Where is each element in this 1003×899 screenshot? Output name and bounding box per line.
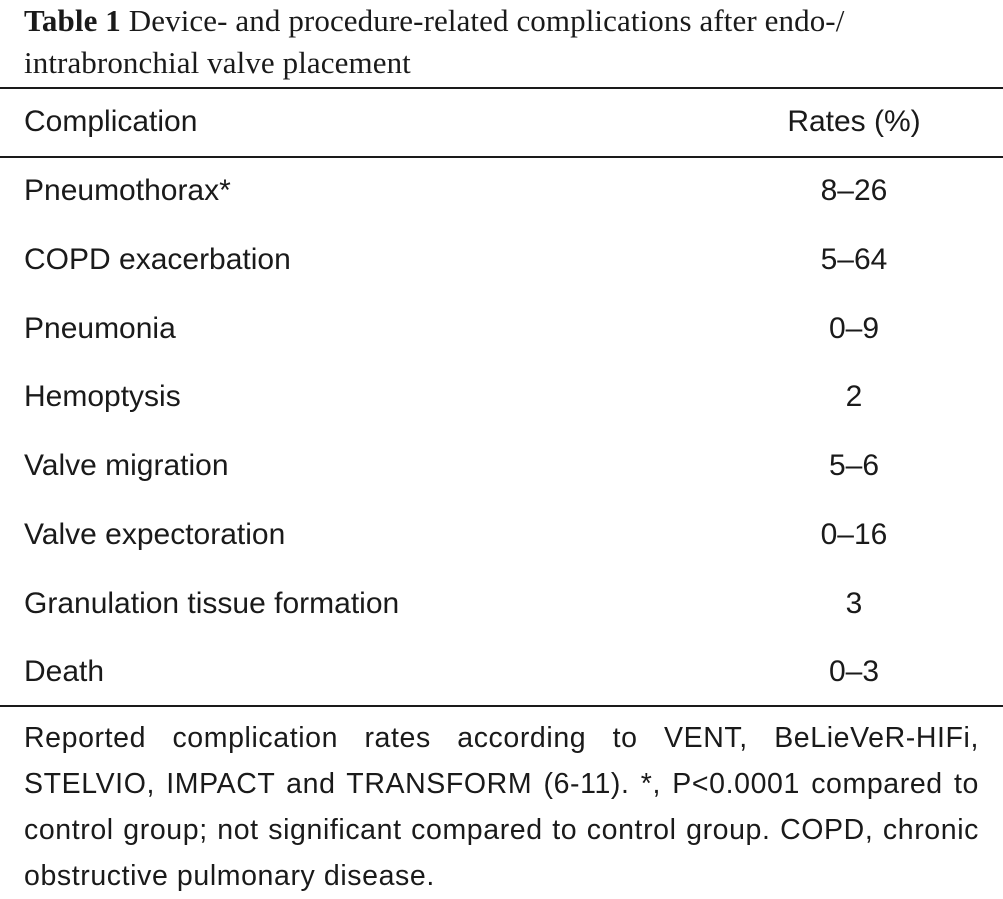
- table-caption-label: Table 1: [24, 3, 121, 38]
- complication-cell: COPD exacerbation: [24, 243, 291, 276]
- column-header-rates: Rates (%): [787, 105, 921, 138]
- complication-cell: Granulation tissue formation: [24, 587, 400, 620]
- table-row: [0, 240, 1003, 280]
- table-row: [0, 171, 1003, 211]
- table-header-rule: [0, 156, 1003, 158]
- rate-cell: 5–6: [828, 449, 880, 482]
- column-header-complication: Complication: [24, 105, 198, 138]
- table-caption: [24, 0, 994, 84]
- table-top-rule: [0, 87, 1003, 89]
- complication-cell: Death: [24, 655, 105, 688]
- rate-cell: 3: [845, 587, 863, 620]
- table-row: [0, 309, 1003, 349]
- rate-cell: 0–9: [828, 312, 880, 345]
- complication-cell: Valve expectoration: [24, 518, 286, 551]
- table-row: [0, 377, 1003, 417]
- table-footnote: Reported complication rates according to VENT, BeLieVeR-HIFi, STELVIO, IMPACT and TRANSFORM (6-11). *, P<0.0001 compared to control group; not significant compared to control group. COPD, chronic obstructive pulmonary disease.: [24, 722, 979, 892]
- rate-cell: 8–26: [820, 174, 888, 207]
- table-row: [0, 515, 1003, 555]
- table-row: [0, 446, 1003, 486]
- table-bottom-rule: [0, 705, 1003, 707]
- complication-cell: Hemoptysis: [24, 380, 181, 413]
- complication-cell: Pneumonia: [24, 312, 176, 345]
- rate-cell: 0–3: [828, 655, 880, 688]
- rate-cell: 2: [845, 380, 863, 413]
- complication-cell: Pneumothorax*: [24, 174, 231, 207]
- table-caption-text: Device- and procedure-related complications after endo-/ intrabronchial valve placement: [24, 3, 845, 80]
- table-row: [0, 584, 1003, 624]
- rate-cell: 5–64: [820, 243, 888, 276]
- table-header-row: [0, 102, 1003, 142]
- complication-cell: Valve migration: [24, 449, 229, 482]
- rate-cell: 0–16: [820, 518, 888, 551]
- table-row: [0, 652, 1003, 692]
